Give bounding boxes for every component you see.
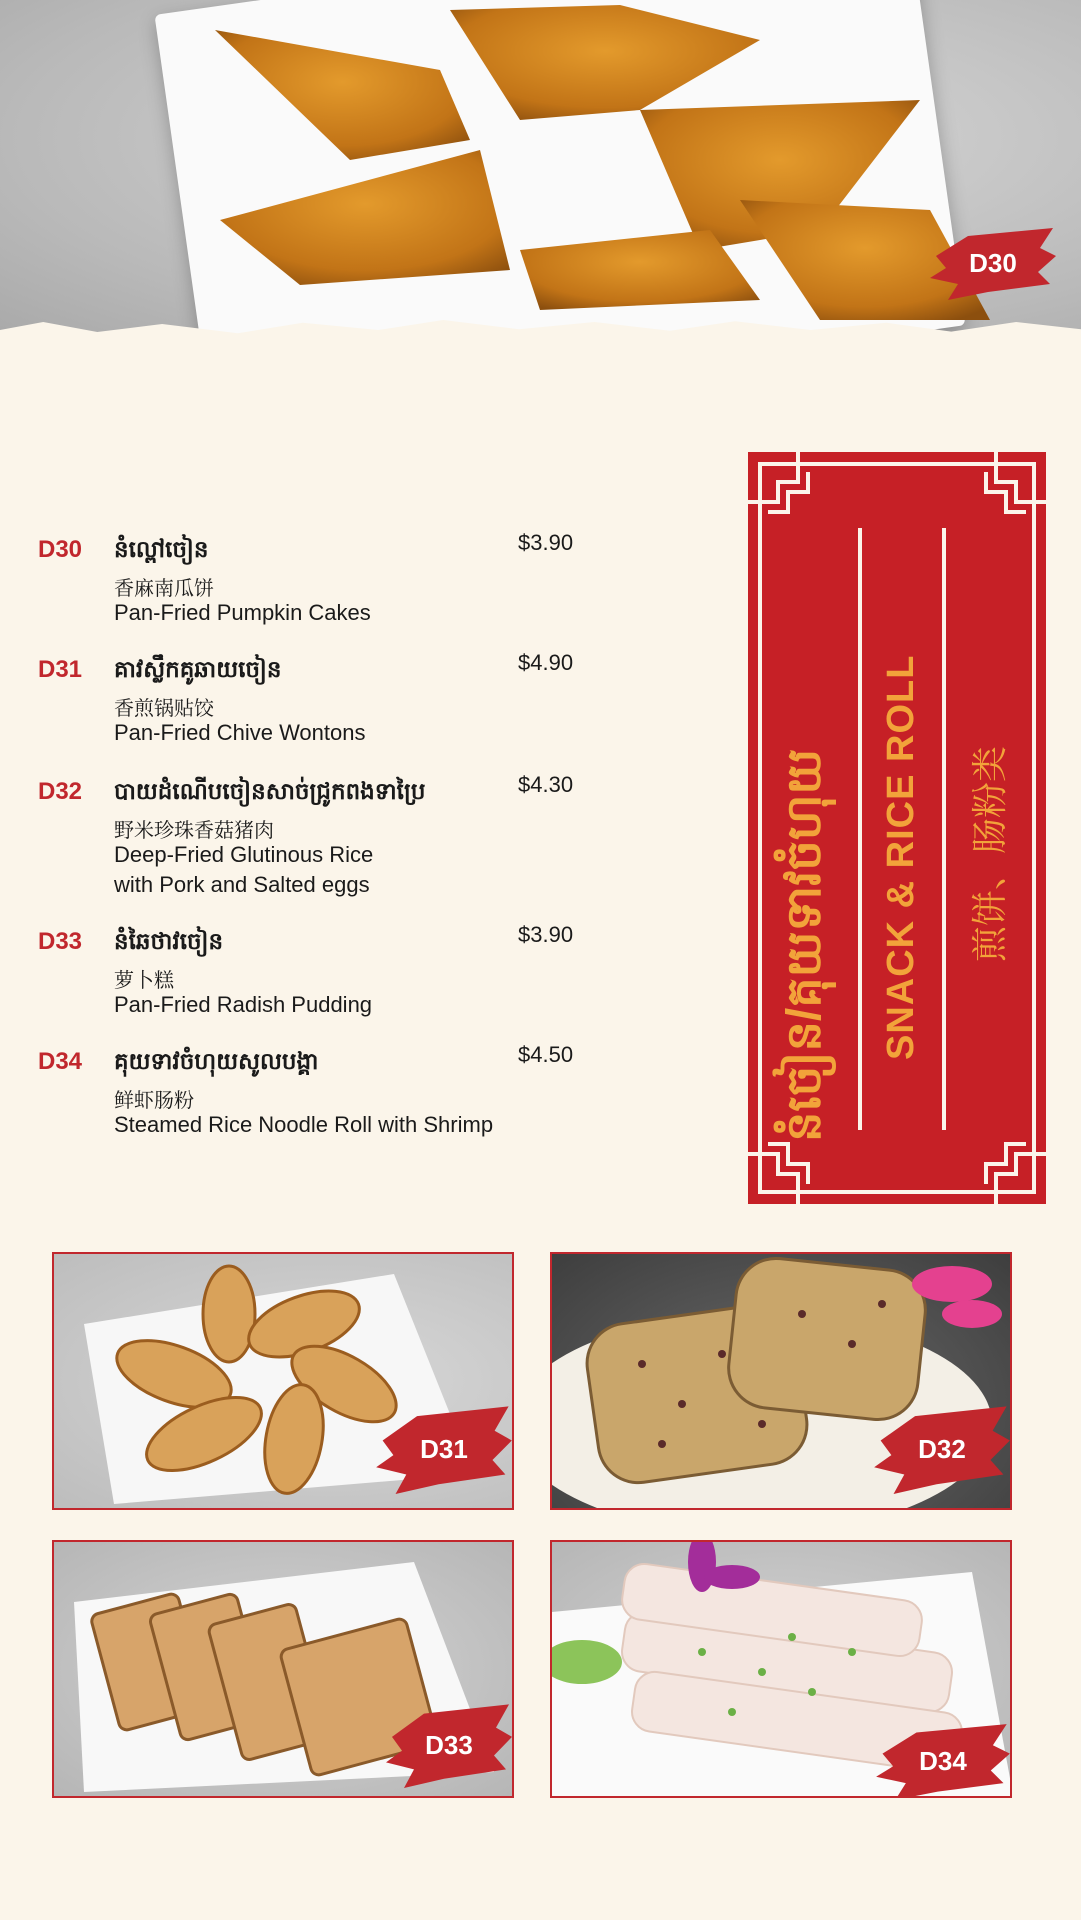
- item-code: D34: [38, 1048, 83, 1075]
- item-chinese-name: 鲜虾肠粉: [114, 1090, 194, 1112]
- item-price: $3.90: [518, 530, 574, 555]
- photo-card-d32[interactable]: [550, 1252, 1012, 1510]
- item-code-label: D33: [425, 1729, 473, 1760]
- hero-photo: [0, 0, 1081, 345]
- banner-english-title: SNACK & RICE ROLL: [880, 654, 922, 1060]
- item-khmer-name: គុយទាវចំហុយសូលបង្គា: [114, 1048, 319, 1074]
- menu-item-d31[interactable]: [38, 650, 598, 756]
- item-english-name: Pan-Fried Pumpkin Cakes: [114, 600, 371, 625]
- menu-item-d32[interactable]: [38, 772, 598, 908]
- photo-card-d34[interactable]: [550, 1540, 1012, 1798]
- item-code: D32: [38, 778, 83, 805]
- banner-chinese-title: 煎饼、肠粉类: [969, 745, 1010, 962]
- item-khmer-name: នំឆៃថាវចៀន: [114, 928, 224, 954]
- pumpkin-cakes-illustration: [0, 0, 1081, 345]
- item-english-name: Pan-Fried Chive Wontons: [114, 720, 366, 745]
- item-price: $4.50: [518, 1042, 574, 1067]
- item-price: $4.90: [518, 650, 574, 675]
- item-english-name: Pan-Fried Radish Pudding: [114, 992, 373, 1017]
- item-code-tag: [872, 1404, 1012, 1494]
- menu-item-d33[interactable]: [38, 922, 598, 1028]
- item-chinese-name: 香麻南瓜饼: [114, 578, 214, 600]
- item-khmer-name: បាយដំណើបចៀនសាច់ជ្រូកពងទាប្រៃ: [114, 778, 426, 804]
- item-khmer-name: គាវស្លឹកគូឆាយចៀន: [114, 656, 282, 682]
- item-code-label: D30: [969, 247, 1017, 278]
- item-price: $4.30: [518, 772, 574, 797]
- item-english-name: Deep-Fried Glutinous Rice: [114, 842, 374, 867]
- item-price: $3.90: [518, 922, 574, 947]
- item-code-tag: [928, 226, 1058, 300]
- item-khmer-name: នំល្ពៅចៀន: [114, 536, 209, 562]
- item-chinese-name: 野米珍珠香菇猪肉: [114, 820, 274, 842]
- menu-item-d30[interactable]: [38, 530, 598, 636]
- item-code: D31: [38, 656, 83, 683]
- item-chinese-name: 萝卜糕: [114, 970, 174, 992]
- item-code-tag: [384, 1702, 514, 1788]
- item-code-label: D31: [420, 1433, 468, 1464]
- photo-card-d33[interactable]: [52, 1540, 514, 1798]
- item-code-label: D34: [919, 1745, 967, 1776]
- item-code: D30: [38, 536, 83, 563]
- item-code-tag: [374, 1404, 514, 1494]
- photo-card-d31[interactable]: [52, 1252, 514, 1510]
- item-english-name: Steamed Rice Noodle Roll with Shrimp: [114, 1112, 494, 1137]
- menu-item-d34[interactable]: [38, 1042, 598, 1148]
- item-code: D33: [38, 928, 83, 955]
- banner-text-group: [748, 452, 1046, 1204]
- banner-khmer-title: នំចៀន/គុយទាវចំហុយ: [778, 748, 831, 1142]
- item-code-label: D32: [918, 1433, 966, 1464]
- item-code-tag: [874, 1722, 1012, 1798]
- category-banner: [748, 452, 1046, 1204]
- item-chinese-name: 香煎锅贴饺: [114, 698, 214, 720]
- item-english-name-line2: with Pork and Salted eggs: [114, 872, 370, 897]
